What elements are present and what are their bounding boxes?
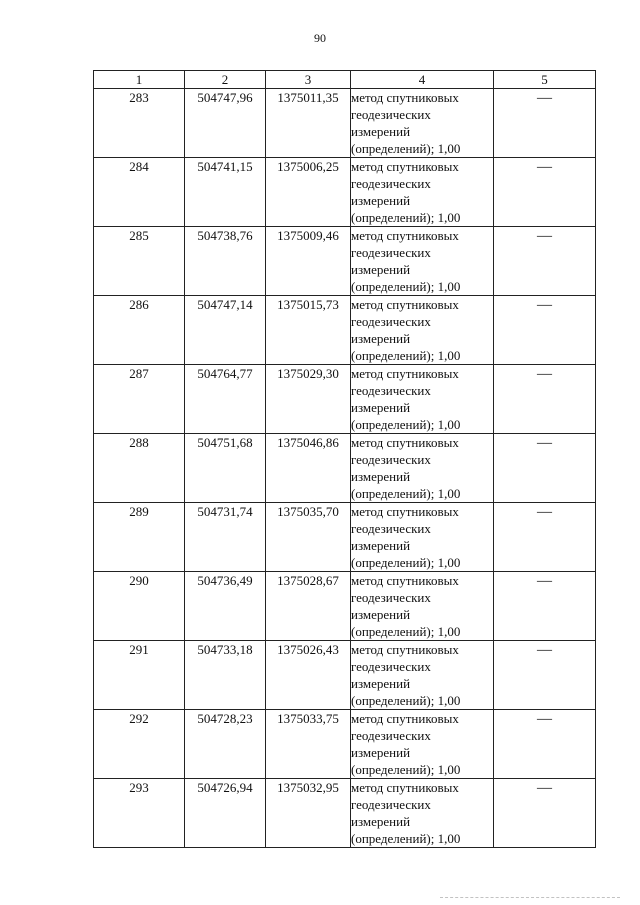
dash-mark: — bbox=[537, 573, 552, 589]
method-text-line: измерений bbox=[351, 331, 411, 346]
method-accuracy-cell bbox=[351, 365, 494, 434]
method-text-line: измерений bbox=[351, 262, 411, 277]
table-row bbox=[94, 572, 596, 641]
method-text-line: (определений); 1,00 bbox=[351, 762, 461, 777]
method-text-line: измерений bbox=[351, 193, 411, 208]
note-cell bbox=[494, 779, 596, 848]
y-coordinate-cell: 1375009,46 bbox=[266, 227, 351, 296]
point-number-cell: 284 bbox=[94, 158, 185, 227]
y-coordinate-cell: 1375035,70 bbox=[266, 503, 351, 572]
x-coordinate-cell: 504731,74 bbox=[185, 503, 266, 572]
method-text-line: измерений bbox=[351, 676, 411, 691]
method-accuracy-cell bbox=[351, 296, 494, 365]
note-cell bbox=[494, 89, 596, 158]
point-number-cell: 292 bbox=[94, 710, 185, 779]
column-header: 4 bbox=[351, 71, 494, 89]
method-text-line: метод спутниковых bbox=[351, 435, 459, 450]
table-row bbox=[94, 227, 596, 296]
note-cell bbox=[494, 572, 596, 641]
method-text-line: геодезических bbox=[351, 521, 431, 536]
method-text-line: метод спутниковых bbox=[351, 90, 459, 105]
dash-mark: — bbox=[537, 711, 552, 727]
note-cell bbox=[494, 296, 596, 365]
note-cell bbox=[494, 365, 596, 434]
dash-mark: — bbox=[537, 90, 552, 106]
method-text-line: метод спутниковых bbox=[351, 228, 459, 243]
table-header-row bbox=[94, 71, 596, 89]
scan-artifact bbox=[440, 897, 620, 900]
method-text-line: (определений); 1,00 bbox=[351, 210, 461, 225]
point-number-cell: 289 bbox=[94, 503, 185, 572]
y-coordinate-cell: 1375006,25 bbox=[266, 158, 351, 227]
method-text-line: (определений); 1,00 bbox=[351, 555, 461, 570]
y-coordinate-cell: 1375046,86 bbox=[266, 434, 351, 503]
method-text-line: (определений); 1,00 bbox=[351, 486, 461, 501]
point-number-cell: 291 bbox=[94, 641, 185, 710]
method-text-line: измерений bbox=[351, 400, 411, 415]
table-row bbox=[94, 296, 596, 365]
method-accuracy-cell bbox=[351, 641, 494, 710]
table-row bbox=[94, 641, 596, 710]
method-text-line: геодезических bbox=[351, 797, 431, 812]
x-coordinate-cell: 504751,68 bbox=[185, 434, 266, 503]
method-accuracy-cell bbox=[351, 572, 494, 641]
page-number: 90 bbox=[314, 31, 326, 45]
point-number-cell: 286 bbox=[94, 296, 185, 365]
method-text-line: метод спутниковых bbox=[351, 159, 459, 174]
method-text-line: измерений bbox=[351, 607, 411, 622]
column-header: 2 bbox=[185, 71, 266, 89]
column-header: 3 bbox=[266, 71, 351, 89]
method-accuracy-cell bbox=[351, 227, 494, 296]
y-coordinate-cell: 1375015,73 bbox=[266, 296, 351, 365]
table-row bbox=[94, 89, 596, 158]
y-coordinate-cell: 1375028,67 bbox=[266, 572, 351, 641]
table-row bbox=[94, 779, 596, 848]
column-header: 5 bbox=[494, 71, 596, 89]
x-coordinate-cell: 504733,18 bbox=[185, 641, 266, 710]
method-accuracy-cell bbox=[351, 434, 494, 503]
method-text-line: (определений); 1,00 bbox=[351, 693, 461, 708]
method-text-line: метод спутниковых bbox=[351, 573, 459, 588]
note-cell bbox=[494, 641, 596, 710]
point-number-cell: 293 bbox=[94, 779, 185, 848]
method-text-line: геодезических bbox=[351, 314, 431, 329]
table-row bbox=[94, 434, 596, 503]
method-text-line: геодезических bbox=[351, 107, 431, 122]
note-cell bbox=[494, 434, 596, 503]
y-coordinate-cell: 1375032,95 bbox=[266, 779, 351, 848]
x-coordinate-cell: 504738,76 bbox=[185, 227, 266, 296]
method-text-line: метод спутниковых bbox=[351, 504, 459, 519]
x-coordinate-cell: 504736,49 bbox=[185, 572, 266, 641]
dash-mark: — bbox=[537, 366, 552, 382]
table-row bbox=[94, 365, 596, 434]
method-text-line: геодезических bbox=[351, 176, 431, 191]
point-number-cell: 288 bbox=[94, 434, 185, 503]
method-accuracy-cell bbox=[351, 89, 494, 158]
table-row bbox=[94, 503, 596, 572]
method-text-line: геодезических bbox=[351, 245, 431, 260]
method-text-line: метод спутниковых bbox=[351, 366, 459, 381]
y-coordinate-cell: 1375026,43 bbox=[266, 641, 351, 710]
x-coordinate-cell: 504747,96 bbox=[185, 89, 266, 158]
method-text-line: геодезических bbox=[351, 728, 431, 743]
method-text-line: (определений); 1,00 bbox=[351, 831, 461, 846]
y-coordinate-cell: 1375033,75 bbox=[266, 710, 351, 779]
dash-mark: — bbox=[537, 159, 552, 175]
note-cell bbox=[494, 710, 596, 779]
x-coordinate-cell: 504728,23 bbox=[185, 710, 266, 779]
method-text-line: (определений); 1,00 bbox=[351, 417, 461, 432]
table-row bbox=[94, 158, 596, 227]
dash-mark: — bbox=[537, 780, 552, 796]
dash-mark: — bbox=[537, 228, 552, 244]
x-coordinate-cell: 504747,14 bbox=[185, 296, 266, 365]
method-text-line: метод спутниковых bbox=[351, 780, 459, 795]
method-text-line: геодезических bbox=[351, 383, 431, 398]
method-text-line: измерений bbox=[351, 538, 411, 553]
dash-mark: — bbox=[537, 504, 552, 520]
method-text-line: метод спутниковых bbox=[351, 642, 459, 657]
method-text-line: (определений); 1,00 bbox=[351, 624, 461, 639]
method-text-line: измерений bbox=[351, 814, 411, 829]
table-row bbox=[94, 710, 596, 779]
note-cell bbox=[494, 227, 596, 296]
method-text-line: (определений); 1,00 bbox=[351, 348, 461, 363]
table-body bbox=[94, 89, 596, 848]
method-accuracy-cell bbox=[351, 503, 494, 572]
coordinates-table bbox=[93, 70, 596, 848]
y-coordinate-cell: 1375029,30 bbox=[266, 365, 351, 434]
method-accuracy-cell bbox=[351, 779, 494, 848]
dash-mark: — bbox=[537, 435, 552, 451]
method-text-line: геодезических bbox=[351, 452, 431, 467]
method-text-line: геодезических bbox=[351, 590, 431, 605]
y-coordinate-cell: 1375011,35 bbox=[266, 89, 351, 158]
method-text-line: метод спутниковых bbox=[351, 297, 459, 312]
point-number-cell: 290 bbox=[94, 572, 185, 641]
x-coordinate-cell: 504764,77 bbox=[185, 365, 266, 434]
dash-mark: — bbox=[537, 642, 552, 658]
column-header: 1 bbox=[94, 71, 185, 89]
note-cell bbox=[494, 158, 596, 227]
method-text-line: измерений bbox=[351, 469, 411, 484]
method-text-line: (определений); 1,00 bbox=[351, 279, 461, 294]
method-text-line: метод спутниковых bbox=[351, 711, 459, 726]
x-coordinate-cell: 504726,94 bbox=[185, 779, 266, 848]
method-text-line: измерений bbox=[351, 745, 411, 760]
note-cell bbox=[494, 503, 596, 572]
point-number-cell: 283 bbox=[94, 89, 185, 158]
x-coordinate-cell: 504741,15 bbox=[185, 158, 266, 227]
method-accuracy-cell bbox=[351, 710, 494, 779]
point-number-cell: 285 bbox=[94, 227, 185, 296]
method-text-line: измерений bbox=[351, 124, 411, 139]
method-accuracy-cell bbox=[351, 158, 494, 227]
method-text-line: геодезических bbox=[351, 659, 431, 674]
method-text-line: (определений); 1,00 bbox=[351, 141, 461, 156]
dash-mark: — bbox=[537, 297, 552, 313]
point-number-cell: 287 bbox=[94, 365, 185, 434]
